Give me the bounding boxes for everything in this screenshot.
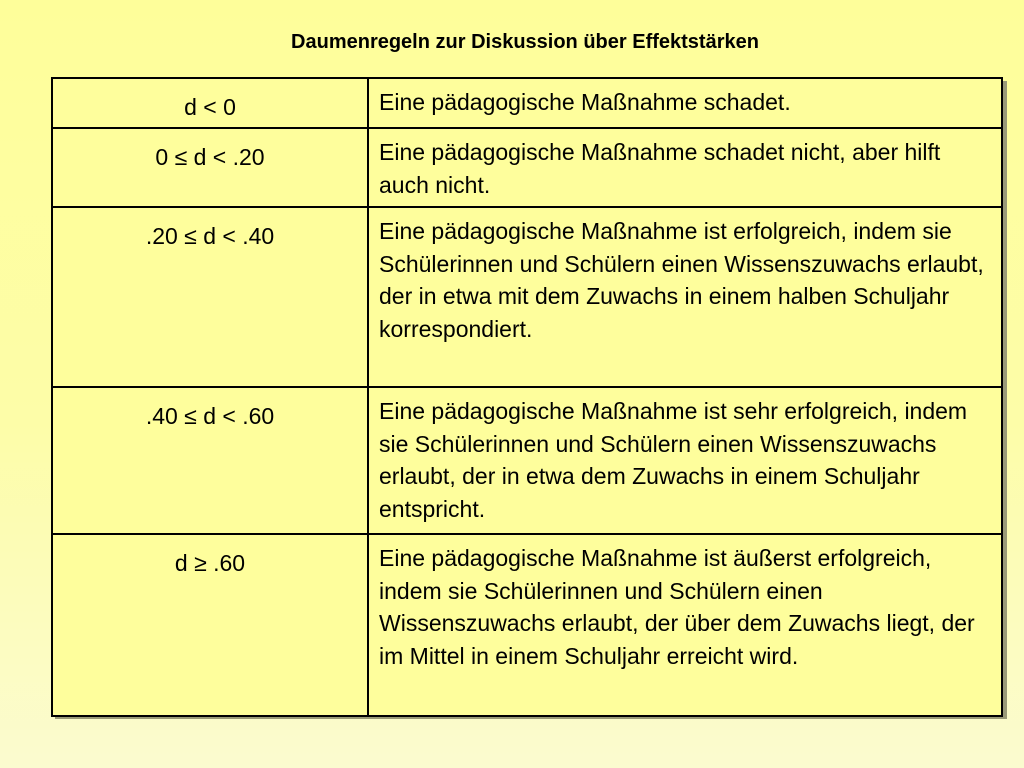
table-row [52, 207, 1002, 387]
effect-description-cell: Eine pädagogische Maßnahme schadet. [368, 78, 1002, 128]
effect-range-cell: d ≥ .60 [52, 534, 368, 716]
table-row [52, 534, 1002, 716]
effect-size-table [51, 77, 1003, 717]
effect-range-cell: 0 ≤ d < .20 [52, 128, 368, 207]
effect-description-cell: Eine pädagogische Maßnahme ist sehr erfolgreich, indem sie Schülerinnen und Schülern einen Wissenszuwachs erlaubt, der in etwa dem Zuwachs in einem Schuljahr entspricht. [368, 387, 1002, 534]
effect-description-cell: Eine pädagogische Maßnahme ist erfolgreich, indem sie Schülerinnen und Schülern einen Wissenszuwachs erlaubt, der in etwa mit dem Zuwachs in einem halben Schuljahr korrespondiert. [368, 207, 1002, 387]
table-row [52, 128, 1002, 207]
effect-range-cell: .20 ≤ d < .40 [52, 207, 368, 387]
effect-description-cell: Eine pädagogische Maßnahme schadet nicht, aber hilft auch nicht. [368, 128, 1002, 207]
effect-range-cell: .40 ≤ d < .60 [52, 387, 368, 534]
table-row [52, 78, 1002, 128]
effect-range-cell: d < 0 [52, 78, 368, 128]
table-row [52, 387, 1002, 534]
effect-description-cell: Eine pädagogische Maßnahme ist äußerst erfolgreich, indem sie Schülerinnen und Schülern einen Wissenszuwachs erlaubt, der über dem Zuwachs liegt, der im Mittel in einem Schuljahr erreicht wird. [368, 534, 1002, 716]
slide-title: Daumenregeln zur Diskussion über Effektstärken [291, 31, 759, 53]
